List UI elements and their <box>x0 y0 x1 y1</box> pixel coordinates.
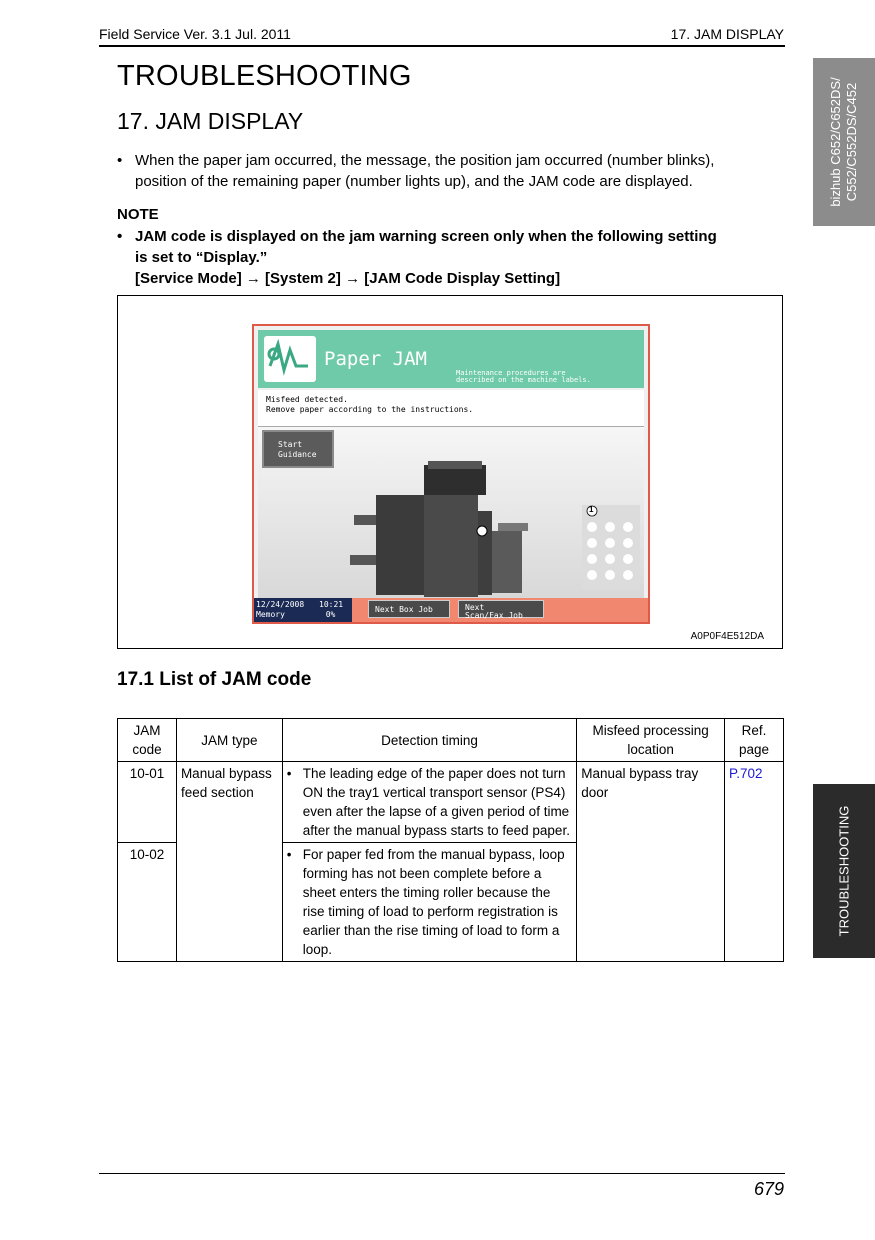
note-bullet-dot: • <box>117 228 123 245</box>
misfeed-location: Manual bypass tray door <box>577 762 725 962</box>
misfeed-line-2: Remove paper according to the instructions. <box>266 405 474 414</box>
footer-rule <box>99 1173 785 1174</box>
header-misfeed-location: Misfeed processing location <box>577 719 725 762</box>
ref-page-link[interactable]: P.702 <box>725 762 784 962</box>
note-setting-path: [Service Mode] → [System 2] → [JAM Code Display Setting] <box>135 270 561 287</box>
maintenance-note <box>456 370 636 384</box>
next-scan-line-2: Scan/Fax Job <box>465 611 523 620</box>
intro-paragraph <box>135 150 785 192</box>
jam-position-number: 1 <box>589 505 594 514</box>
header-rule <box>99 45 785 47</box>
screen-footer <box>254 598 648 622</box>
jam-code: 10-02 <box>118 843 177 962</box>
next-box-job-button[interactable]: Next Box Job <box>368 600 450 618</box>
misfeed-message <box>258 390 644 427</box>
running-header-right: 17. JAM DISPLAY <box>670 26 784 42</box>
running-header-left: Field Service Ver. 3.1 Jul. 2011 <box>99 26 291 42</box>
table-header-row <box>118 719 784 762</box>
header-detection-timing: Detection timing <box>282 719 576 762</box>
intro-line-2: position of the remaining paper (number lights up), and the JAM code are displayed. <box>135 173 693 190</box>
figure-code: A0P0F4E512DA <box>690 631 764 642</box>
jam-type: Manual bypass feed section <box>176 762 282 962</box>
header-ref-page: Ref. page <box>725 719 784 762</box>
screen-header <box>258 330 644 388</box>
detection-timing: • For paper fed from the manual bypass, loop forming has not been complete before a sheet enters the timing roller because the rise timing of load to perform registration is earlier than the rise timing of load to form a loop. <box>282 843 576 962</box>
screen-title: Paper JAM <box>324 348 427 370</box>
model-line-2: C552/C552DS/C452 <box>844 82 859 202</box>
model-line-1: bizhub C652/C652DS/ <box>828 77 843 207</box>
maintenance-line-1: Maintenance procedures are <box>456 369 566 377</box>
page-number: 679 <box>753 1179 784 1199</box>
maintenance-line-2: described on the machine labels. <box>456 376 591 384</box>
table-row <box>118 762 784 843</box>
bullet-dot: • <box>117 152 123 169</box>
next-scan-fax-job-button[interactable] <box>458 600 544 618</box>
figure-box <box>117 295 783 649</box>
note-line-2: is set to “Display.” <box>135 249 268 266</box>
start-guidance-line-2: Guidance <box>278 450 317 459</box>
next-scan-line-1: Next <box>465 603 485 612</box>
note-label: NOTE <box>117 206 159 223</box>
detection-timing: • The leading edge of the paper does not turn ON the tray1 vertical transport sensor (PS4) even after the lapse of a given period of time after the manual bypass starts to feed paper. <box>282 762 576 843</box>
section-side-tab-label: TROUBLESHOOTING <box>836 805 852 937</box>
misfeed-line-1: Misfeed detected. <box>266 395 348 404</box>
memory-label: Memory <box>256 610 285 619</box>
note-text <box>135 226 785 289</box>
page-title: TROUBLESHOOTING <box>117 60 412 92</box>
model-side-tab <box>813 58 875 226</box>
section-heading: 17.1 List of JAM code <box>117 669 312 690</box>
start-guidance-line-1: Start <box>278 440 303 449</box>
status-area <box>254 598 352 622</box>
memory-value: 0% <box>325 610 336 619</box>
screen-date: 12/24/2008 <box>256 600 305 609</box>
screen-time: 10:21 <box>319 600 344 609</box>
note-line-1: JAM code is displayed on the jam warning screen only when the following setting <box>135 228 717 245</box>
paper-jam-icon <box>264 336 316 382</box>
jam-code-table <box>117 718 784 962</box>
jam-screen <box>252 324 650 624</box>
start-guidance-button[interactable] <box>262 430 334 468</box>
intro-line-1: When the paper jam occurred, the message, the position jam occurred (number blinks), <box>135 152 715 169</box>
chapter-heading: 17. JAM DISPLAY <box>117 108 304 134</box>
jam-code: 10-01 <box>118 762 177 843</box>
header-jam-code: JAM code <box>118 719 177 762</box>
section-side-tab <box>813 784 875 958</box>
header-jam-type: JAM type <box>176 719 282 762</box>
